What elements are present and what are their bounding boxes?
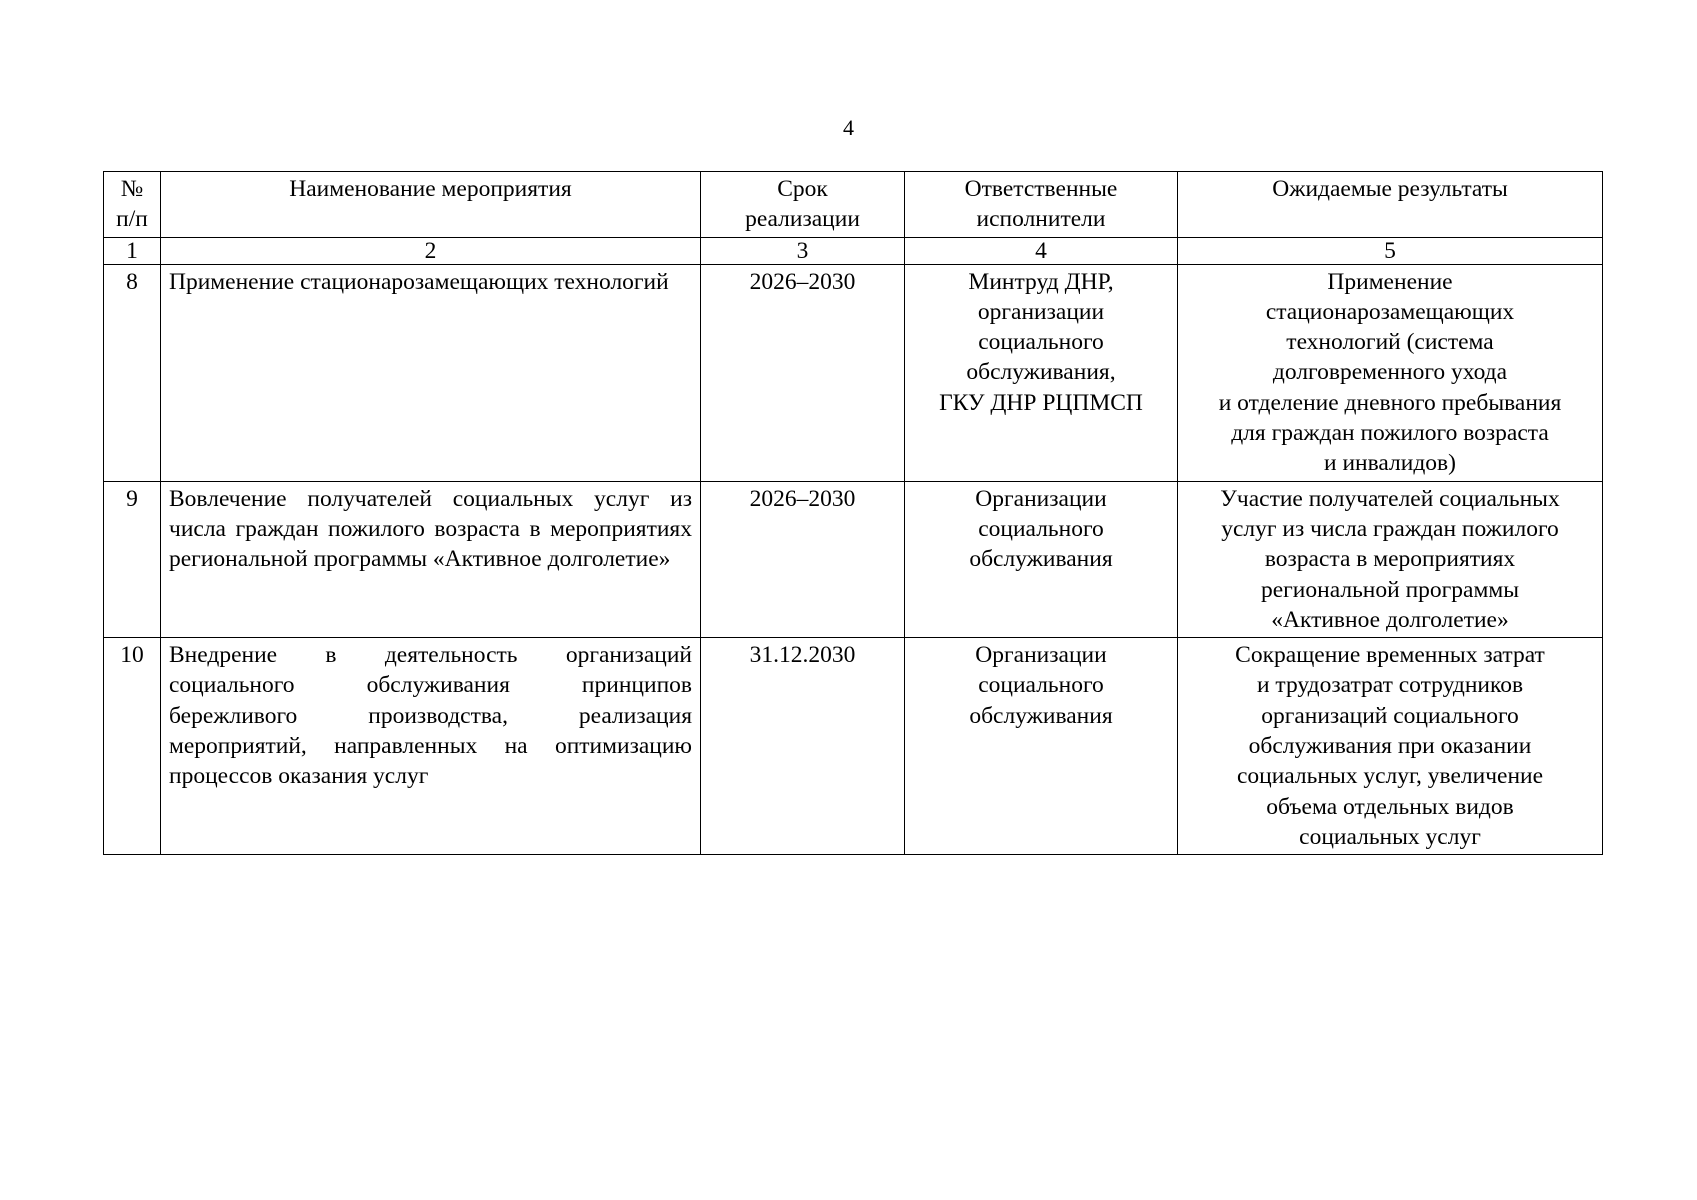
measure-name: Вовлечение получателей социальных услуг из числа граждан пожилого возраста в мероприятиях региональной программы «Активное долголетие» bbox=[161, 481, 701, 637]
table-row bbox=[104, 264, 1603, 481]
header-term: Срок реализации bbox=[701, 172, 905, 238]
measures-table bbox=[103, 171, 1603, 855]
header-measure-name: Наименование мероприятия bbox=[161, 172, 701, 238]
measure-name: Применение стационарозамещающих технологий bbox=[161, 264, 701, 481]
expected-results: Сокращение временных затрат и трудозатрат сотрудников организаций социального обслуживания при оказании социальных услуг, увеличение объема отдельных видов социальных услуг bbox=[1178, 638, 1603, 855]
row-number: 8 bbox=[104, 264, 161, 481]
column-number: 4 bbox=[905, 237, 1178, 264]
column-number: 1 bbox=[104, 237, 161, 264]
executors: Минтруд ДНР, организации социального обслуживания, ГКУ ДНР РЦПМСП bbox=[905, 264, 1178, 481]
header-number: № п/п bbox=[104, 172, 161, 238]
column-number: 3 bbox=[701, 237, 905, 264]
column-number: 2 bbox=[161, 237, 701, 264]
header-executors: Ответственные исполнители bbox=[905, 172, 1178, 238]
column-number: 5 bbox=[1178, 237, 1603, 264]
table-row bbox=[104, 638, 1603, 855]
column-number-row bbox=[104, 237, 1603, 264]
row-number: 10 bbox=[104, 638, 161, 855]
header-results: Ожидаемые результаты bbox=[1178, 172, 1603, 238]
row-number: 9 bbox=[104, 481, 161, 637]
page-number: 4 bbox=[843, 115, 854, 140]
term: 2026–2030 bbox=[701, 481, 905, 637]
executors: Организации социального обслуживания bbox=[905, 481, 1178, 637]
expected-results: Применение стационарозамещающих технологий (система долговременного ухода и отделение дневного пребывания для граждан пожилого возраста и инвалидов) bbox=[1178, 264, 1603, 481]
term: 2026–2030 bbox=[701, 264, 905, 481]
term: 31.12.2030 bbox=[701, 638, 905, 855]
measure-name: Внедрение в деятельность организаций социального обслуживания принципов бережливого производства, реализация мероприятий, направленных на оптимизацию процессов оказания услуг bbox=[161, 638, 701, 855]
expected-results: Участие получателей социальных услуг из числа граждан пожилого возраста в мероприятиях региональной программы «Активное долголетие» bbox=[1178, 481, 1603, 637]
table-header-row bbox=[104, 172, 1603, 238]
executors: Организации социального обслуживания bbox=[905, 638, 1178, 855]
table-row bbox=[104, 481, 1603, 637]
